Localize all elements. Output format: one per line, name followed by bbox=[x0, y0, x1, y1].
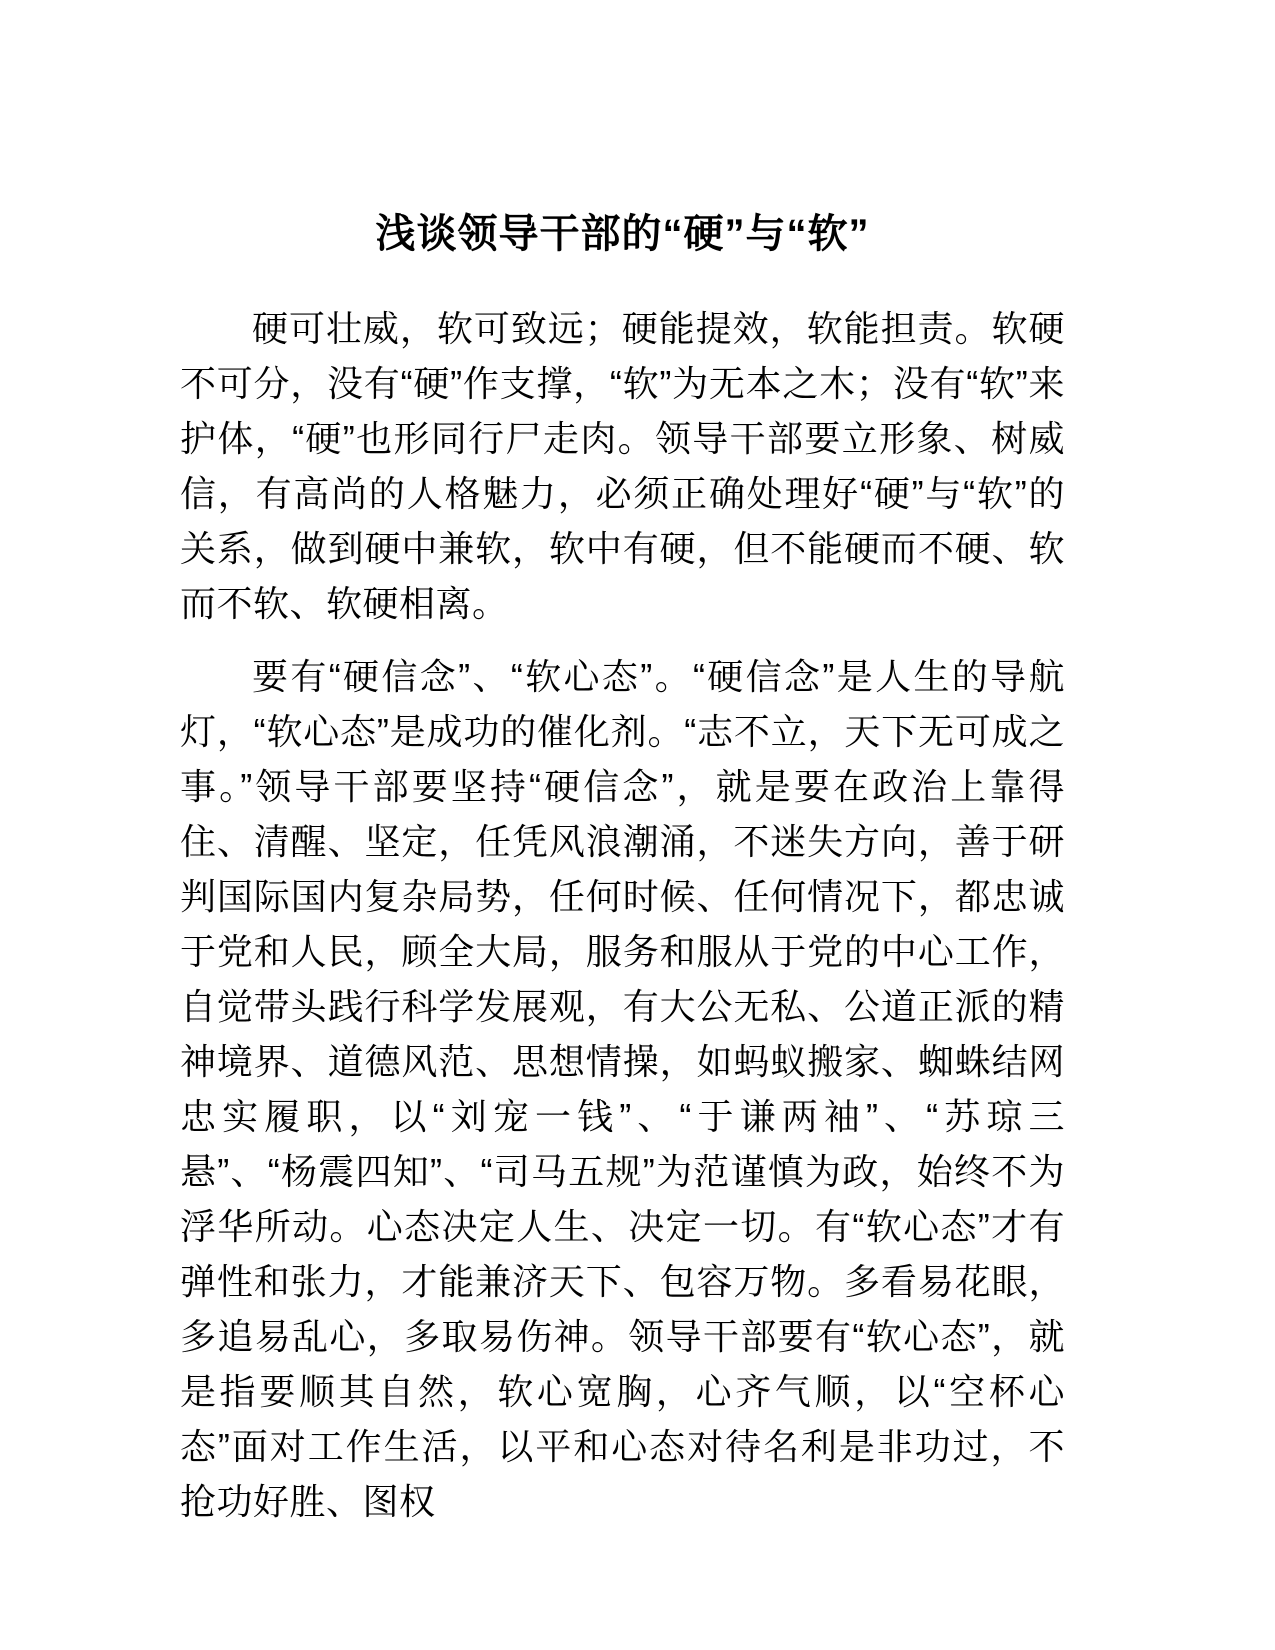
document-body bbox=[180, 301, 1065, 1529]
paragraph: 硬可壮威，软可致远；硬能提效，软能担责。软硬不可分，没有“硬”作支撑，“软”为无本之木；没有“软”来护体，“硬”也形同行尸走肉。领导干部要立形象、树威信，有高尚的人格魅力，必须正确处理好“硬”与“软”的关系，做到硬中兼软，软中有硬，但不能硬而不硬、软而不软、软硬相离。 bbox=[180, 308, 1065, 624]
paragraph: 要有“硬信念”、“软心态”。“硬信念”是人生的导航灯，“软心态”是成功的催化剂。“志不立，天下无可成之事。”领导干部要坚持“硬信念”，就是要在政治上靠得住、清醒、坚定，任凭风浪潮涌，不迷失方向，善于研判国际国内复杂局势，任何时候、任何情况下，都忠诚于党和人民，顾全大局，服务和服从于党的中心工作，自觉带头践行科学发展观，有大公无私、公道正派的精神境界、道德风范、思想情操，如蚂蚁搬家、蜘蛛结网忠实履职，以“刘宠一钱”、“于谦两袖”、“苏琼三悬”、“杨震四知”、“司马五规”为范谨慎为政，始终不为浮华所动。心态决定人生、决定一切。有“软心态”才有弹性和张力，才能兼济天下、包容万物。多看易花眼，多追易乱心，多取易伤神。领导干部要有“软心态”，就是指要顺其自然，软心宽胸，心齐气顺，以“空杯心态”面对工作生活，以平和心态对待名利是非功过，不抢功好胜、图权 bbox=[180, 656, 1065, 1522]
document-title: 浅谈领导干部的“硬”与“软” bbox=[375, 212, 870, 256]
